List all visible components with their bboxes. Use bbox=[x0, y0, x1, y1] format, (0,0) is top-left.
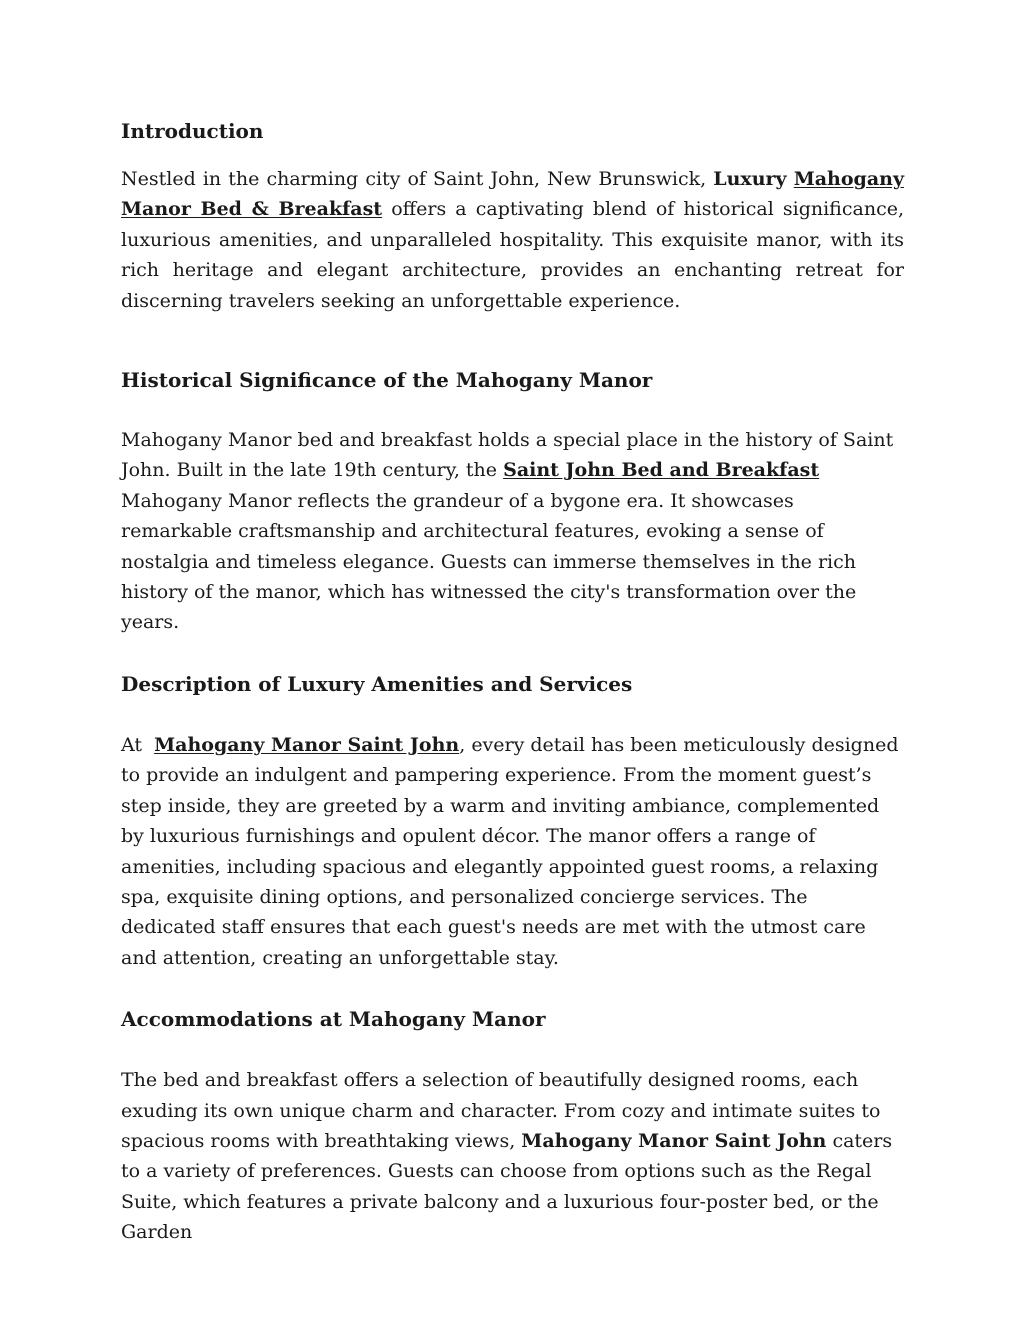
saint-john-bnb-link[interactable]: Saint John Bed and Breakfast bbox=[503, 459, 820, 482]
intro-heading: Introduction bbox=[121, 119, 264, 143]
accommodations-bold-name: Mahogany Manor Saint John bbox=[521, 1129, 827, 1152]
accommodations-text-before: The bed and breakfast offers a selection of beautifully designed rooms, each exuding its own unique charm and character. From cozy and intimate suites to spacious rooms with breathtaking views, bbox=[121, 1069, 881, 1152]
accommodations-heading: Accommodations at Mahogany Manor bbox=[121, 1007, 546, 1032]
intro-text-before: Nestled in the charming city of Saint John, New Brunswick, bbox=[121, 168, 707, 190]
intro-text-after: offers a captivating blend of historical significance, luxurious amenities, and unparalleled hospitality. This exquisite manor, with its rich heritage and elegant architecture, provides an enchanting retreat for discerning travelers seeking an unforgettable experience. bbox=[121, 198, 904, 312]
amenities-text-before: At bbox=[121, 733, 143, 756]
accommodations-text-after: caters to a variety of preferences. Guests can choose from options such as the Regal Suite, which features a private balcony and a luxurious four-poster bed, or the Garden bbox=[121, 1129, 893, 1244]
intro-bold-luxury: Luxury bbox=[713, 168, 787, 190]
history-paragraph bbox=[121, 425, 904, 638]
history-heading: Historical Significance of the Mahogany Manor bbox=[121, 368, 653, 393]
mahogany-manor-saint-john-link[interactable]: Mahogany Manor Saint John bbox=[154, 733, 460, 756]
history-text-after: Mahogany Manor reflects the grandeur of a bygone era. It showcases remarkable craftsmanship and architectural features, evoking a sense of nostalgia and timeless elegance. Guests can immerse themselves in the rich history of the manor, which has witnessed the city's transformation over the years. bbox=[121, 489, 857, 634]
amenities-heading: Description of Luxury Amenities and Services bbox=[121, 671, 633, 696]
intro-paragraph bbox=[121, 164, 904, 316]
document-page bbox=[121, 116, 904, 1248]
mahogany-manor-bnb-link[interactable]: Mahogany Manor Bed & Breakfast bbox=[121, 168, 904, 221]
amenities-text-after: , every detail has been meticulously designed to provide an indulgent and pampering experience. From the moment guest’s step inside, they are greeted by a warm and inviting ambiance, complemented by luxurious furnishings and opulent décor. The manor offers a range of amenities, including spacious and elegantly appointed guest rooms, a relaxing spa, exquisite dining options, and personalized concierge services. The dedicated staff ensures that each guest's needs are met with the utmost care and attention, creating an unforgettable stay. bbox=[121, 733, 899, 969]
amenities-paragraph bbox=[121, 730, 904, 973]
history-text-before: Mahogany Manor bed and breakfast holds a special place in the history of Saint John. Built in the late 19th century, the bbox=[121, 429, 894, 482]
accommodations-paragraph bbox=[121, 1065, 904, 1247]
